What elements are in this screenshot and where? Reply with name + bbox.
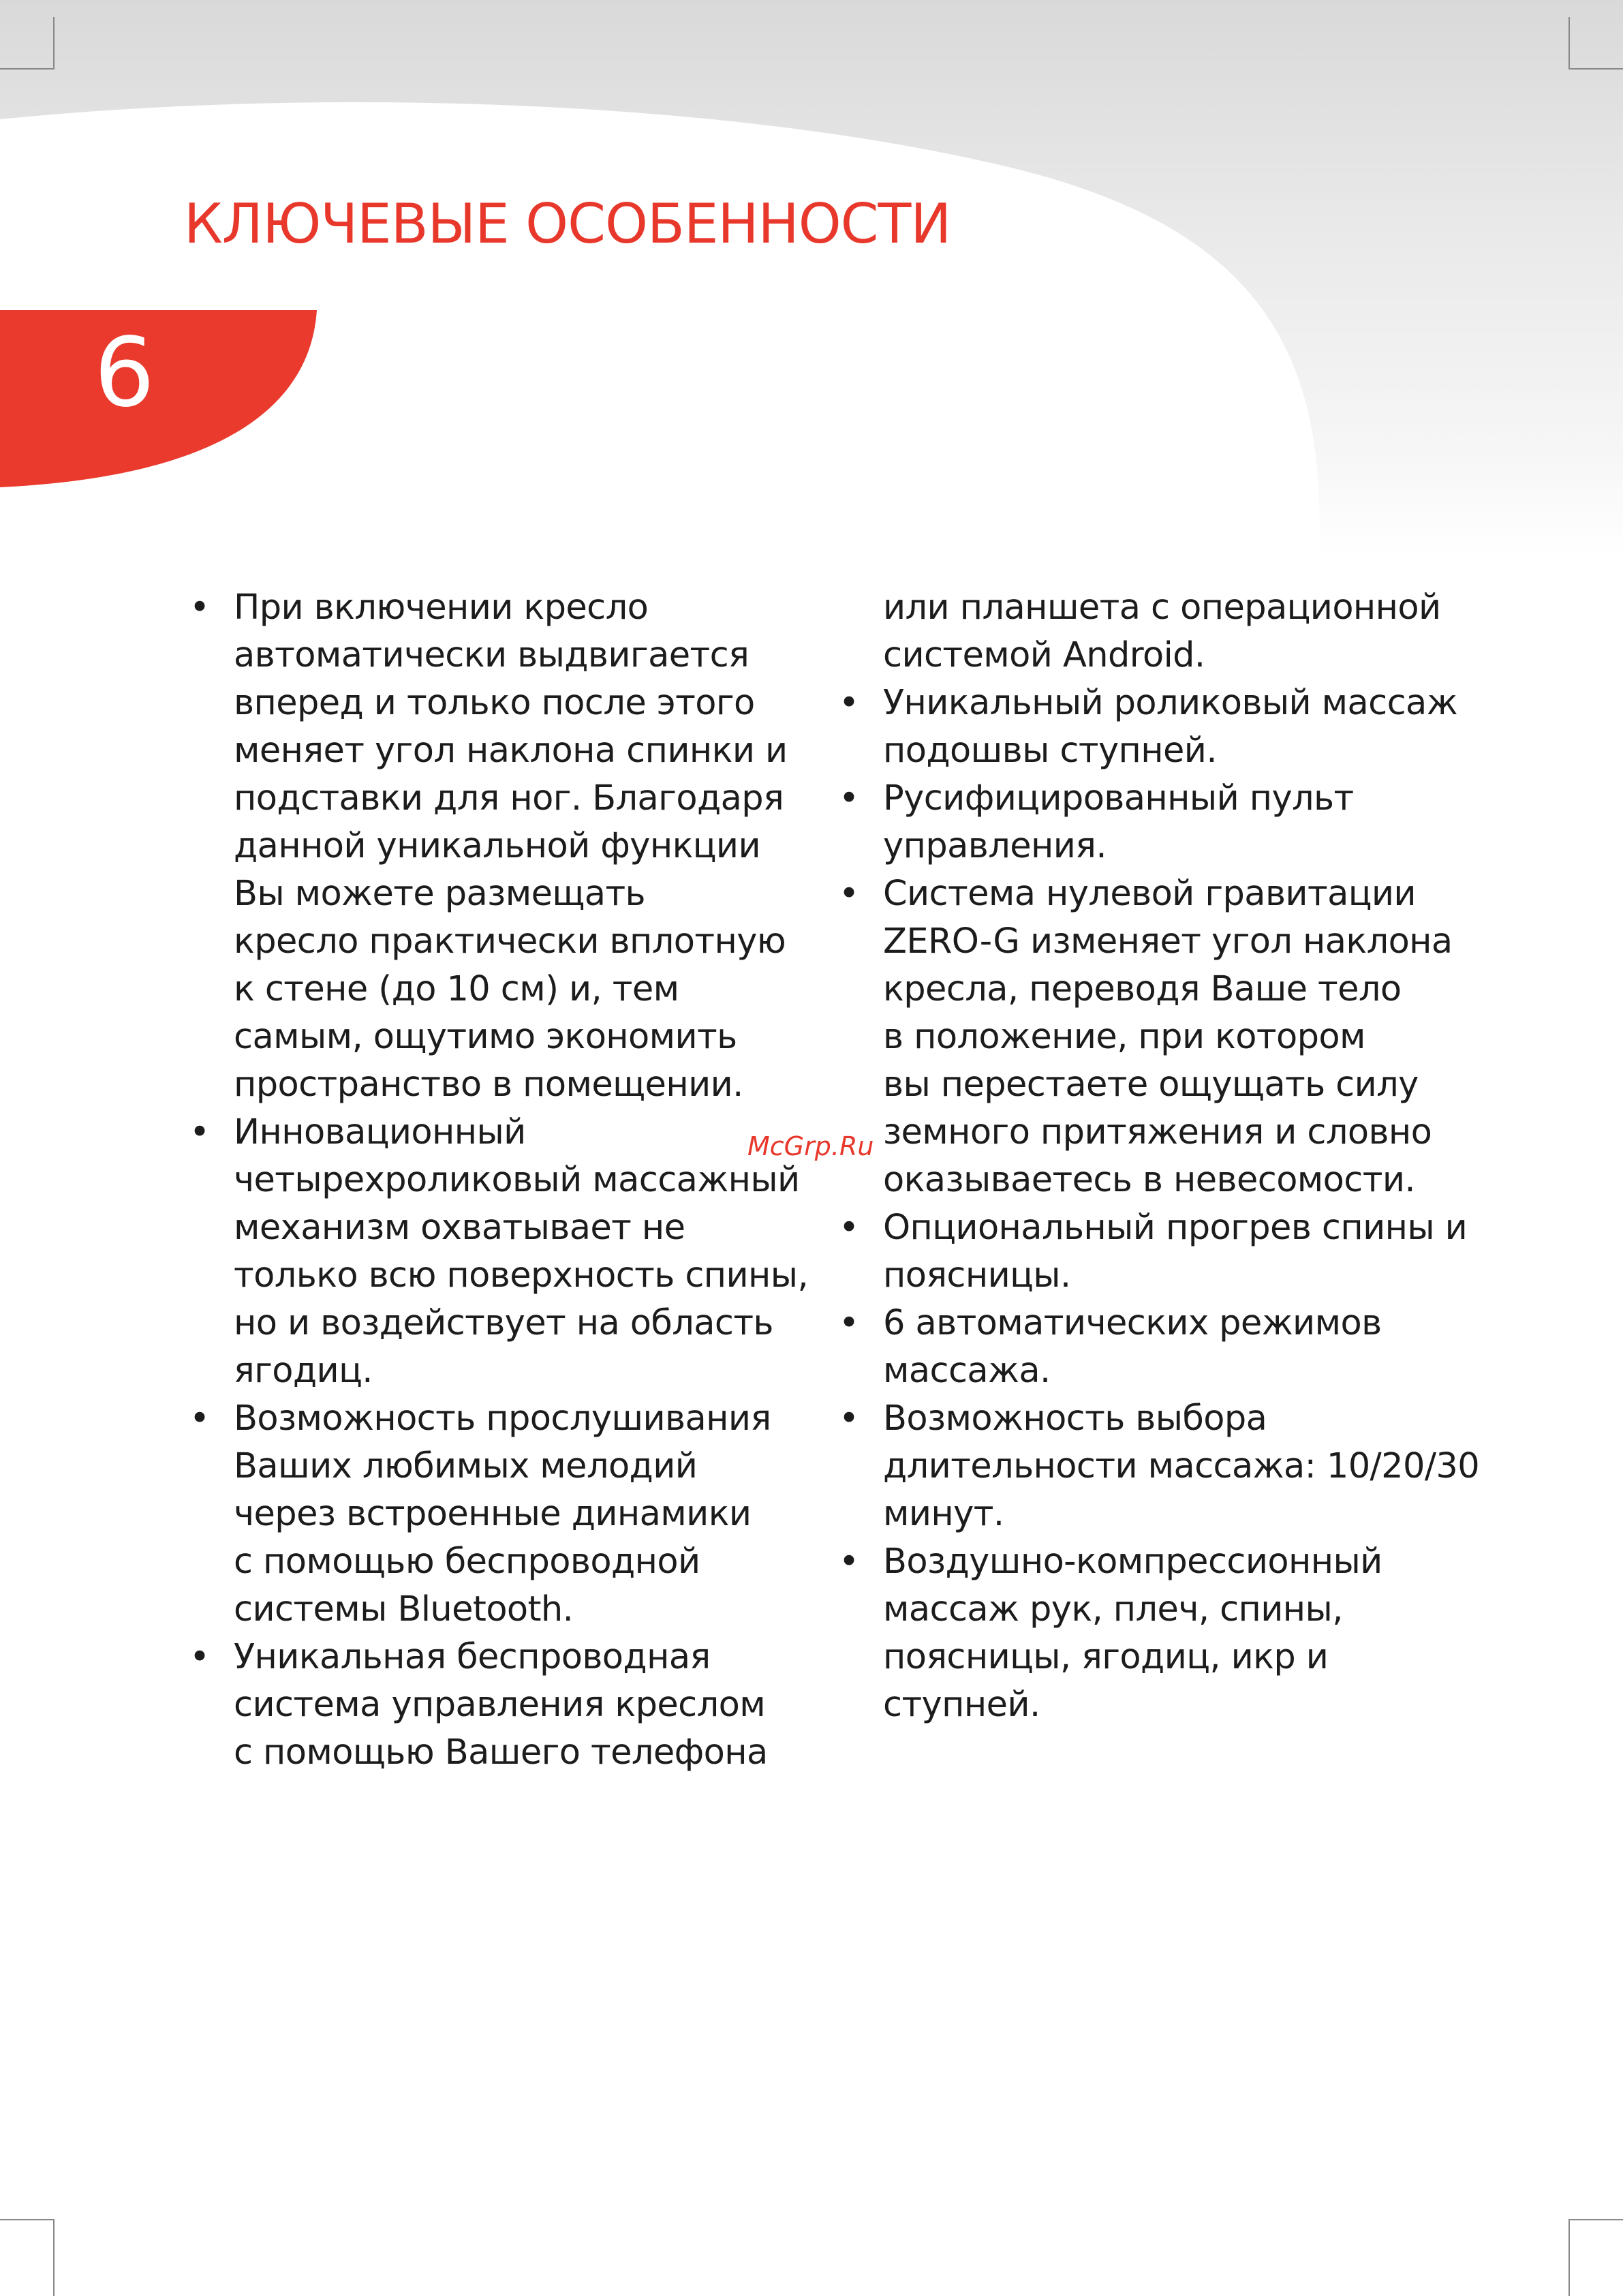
feature-line: Вы можете размещать — [234, 874, 646, 914]
feature-line: • Воздушно-компрессионный — [883, 1542, 1382, 1582]
feature-line: подошвы ступней. — [883, 731, 1217, 771]
feature-line: ZERO-G изменяет угол наклона — [883, 921, 1453, 962]
feature-line: с помощью Вашего телефона — [234, 1732, 768, 1773]
feature-line: • Инновационный — [234, 1112, 526, 1152]
feature-item — [839, 775, 1452, 870]
feature-line: • Возможность прослушивания — [234, 1398, 771, 1439]
feature-item — [839, 1204, 1468, 1300]
feature-line: данной уникальной функции — [234, 826, 760, 866]
feature-item — [189, 1109, 809, 1395]
crop-mark-top-left-v — [53, 17, 55, 70]
feature-line: с помощью беспроводной — [234, 1542, 700, 1582]
feature-list-left — [189, 584, 809, 1777]
page-title: КЛЮЧЕВЫЕ ОСОБЕННОСТИ — [184, 192, 951, 256]
feature-line: • Возможность выбора — [883, 1398, 1267, 1439]
feature-line: кресла, переводя Ваше тело — [883, 969, 1402, 1009]
feature-line: ягодиц. — [234, 1351, 373, 1391]
feature-line: вы перестаете ощущать силу — [883, 1065, 1419, 1105]
crop-mark-bottom-right-v — [1568, 2219, 1570, 2296]
feature-line: кресло практически вплотную — [234, 921, 786, 962]
feature-line: или планшета с операционной — [883, 587, 1441, 628]
crop-mark-bottom-left-h — [0, 2219, 55, 2220]
feature-item — [839, 1300, 1452, 1395]
feature-line: система управления креслом — [234, 1685, 766, 1725]
feature-line: четырехроликовый массажный — [234, 1160, 800, 1200]
feature-line: поясницы, ягодиц, икр и — [883, 1637, 1329, 1677]
feature-item — [839, 870, 1452, 1204]
crop-mark-top-left-h — [0, 68, 55, 70]
feature-line: • Система нулевой гравитации — [883, 874, 1416, 914]
feature-line: меняет угол наклона спинки и — [234, 731, 788, 771]
feature-line: пространство в помещении. — [234, 1065, 743, 1105]
feature-line: через встроенные динамики — [234, 1494, 752, 1534]
feature-item-continuation — [839, 584, 1452, 679]
feature-line: минут. — [883, 1494, 1004, 1534]
feature-list-right — [839, 584, 1480, 1729]
crop-mark-top-right-h — [1568, 68, 1623, 70]
feature-line: только всю поверхность спины, — [234, 1255, 809, 1296]
feature-line: самым, ощутимо экономить — [234, 1017, 737, 1057]
feature-line: ступней. — [883, 1685, 1040, 1725]
page-number: 6 — [94, 318, 155, 429]
feature-item — [189, 1634, 803, 1777]
feature-line: • Уникальная беспроводная — [234, 1637, 711, 1677]
feature-line: в положение, при котором — [883, 1017, 1365, 1057]
watermark: McGrp.Ru — [747, 1131, 874, 1161]
feature-line: Ваших любимых мелодий — [234, 1446, 698, 1486]
feature-line: земного притяжения и словно — [883, 1112, 1432, 1152]
feature-line: • Уникальный роликовый массаж — [883, 683, 1458, 723]
feature-item — [839, 679, 1458, 775]
feature-line: подставки для ног. Благодаря — [234, 778, 784, 818]
feature-line: массаж рук, плеч, спины, — [883, 1589, 1343, 1629]
feature-line: системой Android. — [883, 635, 1205, 675]
feature-line: • 6 автоматических режимов — [883, 1303, 1382, 1343]
feature-line: управления. — [883, 826, 1107, 866]
feature-line: вперед и только после этого — [234, 683, 755, 723]
feature-line: механизм охватывает не — [234, 1208, 685, 1248]
feature-line: длительности массажа: 10/20/30 — [883, 1446, 1480, 1486]
page-number-tab — [0, 310, 320, 487]
crop-mark-bottom-right-h — [1568, 2219, 1623, 2220]
feature-line: к стене (до 10 см) и, тем — [234, 969, 679, 1009]
crop-mark-top-right-v — [1568, 17, 1570, 70]
feature-line: • При включении кресло — [234, 587, 649, 628]
feature-item — [839, 1395, 1480, 1538]
feature-line: системы Bluetooth. — [234, 1589, 574, 1629]
feature-line: массажа. — [883, 1351, 1051, 1391]
feature-item — [189, 1395, 803, 1634]
feature-item — [189, 584, 803, 1109]
crop-mark-bottom-left-v — [53, 2219, 55, 2296]
feature-line: но и воздействует на область — [234, 1303, 773, 1343]
feature-line: • Опциональный прогрев спины и — [883, 1208, 1468, 1248]
feature-line: оказываетесь в невесомости. — [883, 1160, 1415, 1200]
feature-line: • Русифицированный пульт — [883, 778, 1354, 818]
feature-line: автоматически выдвигается — [234, 635, 749, 675]
feature-item — [839, 1538, 1452, 1729]
feature-line: поясницы. — [883, 1255, 1071, 1296]
